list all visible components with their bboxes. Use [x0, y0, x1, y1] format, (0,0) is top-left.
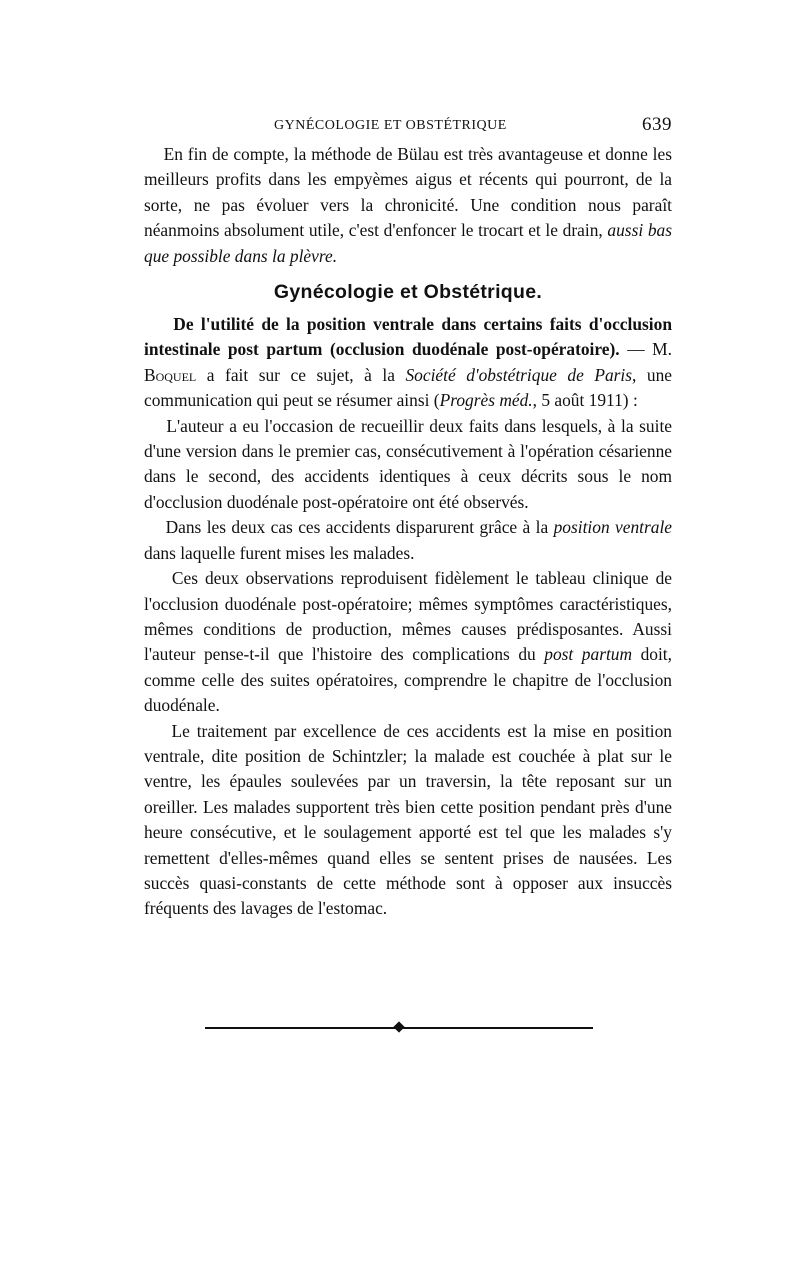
article-text-a: a fait sur ce sujet, à la: [196, 364, 406, 385]
article-paragraph: [144, 312, 672, 414]
running-title: GYNÉCOLOGIE ET OBSTÉTRIQUE: [274, 118, 507, 133]
running-head: [144, 112, 672, 142]
article-dash: — M.: [619, 339, 672, 360]
book-page: [144, 112, 672, 922]
paragraph-2-text-a: Dans les deux cas ces accidents disparurent grâce à la: [165, 517, 554, 538]
paragraph-3-text-a: Ces deux observations reproduisent fidèlement le tableau clinique de l'occlusion duodénale post-opératoire; mêmes symptômes caractéristiques, mêmes conditions de production, mêmes causes prédisposantes. Aussi l'auteur pense-t-il que l'histoire des complications du: [144, 568, 672, 665]
diamond-rule-icon: [205, 1022, 593, 1034]
paragraph-3-text-b: doit, comme celle des suites opératoires, comprendre le chapitre de l'occlusion duodénale.: [144, 644, 672, 716]
article-author: Boquel: [144, 364, 197, 385]
article-journal: Progrès méd.: [439, 390, 533, 411]
paragraph-2-text-b: dans laquelle furent mises les malades.: [144, 542, 415, 563]
article-text-b: , une communication qui peut se résumer ainsi (: [144, 364, 672, 411]
paragraph-2: [144, 515, 672, 566]
intro-italic: aussi bas que possible dans la plèvre.: [144, 220, 672, 266]
article-society: Société d'obstétrique de Paris: [405, 364, 633, 385]
article-title: De l'utilité de la position ventrale dans certains faits d'occlusion intestinale post partum (occlusion duodénale post-opératoire).: [144, 314, 672, 360]
paragraph-1-text: L'auteur a eu l'occasion de recueillir deux faits dans lesquels, à la suite d'une version dans le premier cas, consécutivement à l'opération césarienne dans le second, des accidents identiques à ceux décrits sous le nom d'occlusion duodénale post-opératoire ont été observés.: [144, 415, 672, 512]
paragraph-2-italic: position ventrale: [553, 517, 673, 538]
page-number: 639: [642, 114, 672, 135]
paragraph-1: [144, 414, 672, 516]
intro-paragraph: [144, 142, 672, 269]
paragraph-4: [144, 719, 672, 922]
article-text-c: , 5 août 1911) :: [532, 390, 638, 411]
section-heading: Gynécologie et Obstétrique.: [273, 281, 543, 304]
paragraph-3-italic: post partum: [544, 644, 633, 665]
divider-diamond-icon: [393, 1021, 404, 1032]
paragraph-4-text: Le traitement par excellence de ces accidents est la mise en position ventrale, dite position de Schintzler; la malade est couchée à plat sur le ventre, les épaules soulevées par un traversin, la tête reposant sur un oreiller. Les malades supportent très bien cette position pendant près d'une heure consécutive, et le soulagement apporté est tel que les malades s'y remettent d'elles-mêmes quand elles se sentent prises de nausées. Les succès quasi-constants de cette méthode sont à opposer aux insuccès fréquents des lavages de l'estomac.: [144, 720, 672, 919]
paragraph-3: [144, 566, 672, 718]
intro-text: En fin de compte, la méthode de Bülau est très avantageuse et donne les meilleurs profits dans les empyèmes aigus et récents qui pourront, de la sorte, ne pas évoluer vers la chronicité. Une condition nous paraît néanmoins absolument utile, c'est d'enfoncer le trocart et le drain,: [144, 144, 673, 241]
